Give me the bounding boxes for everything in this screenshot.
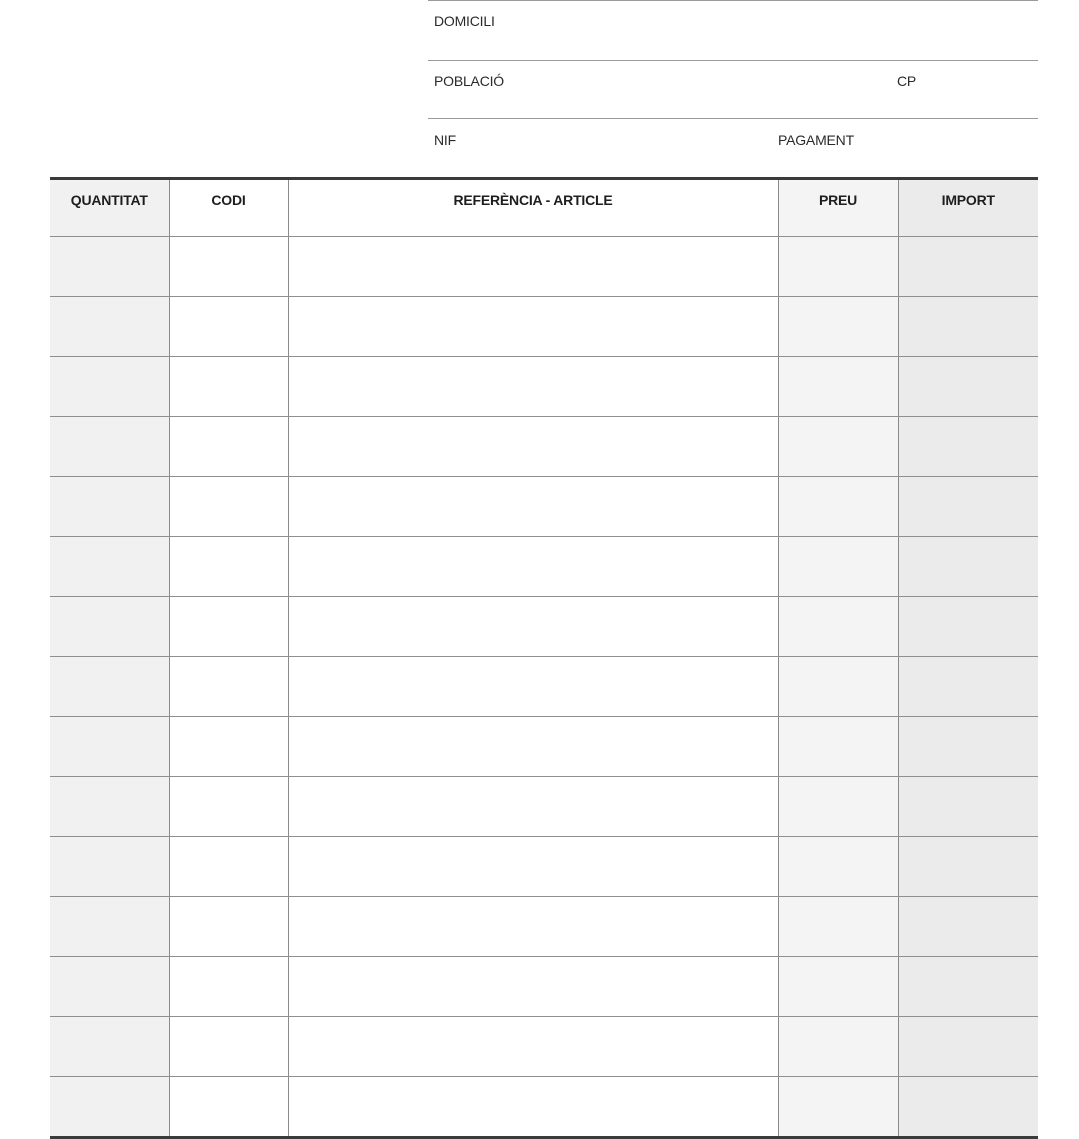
quantity-cell[interactable] xyxy=(50,297,169,357)
price-cell[interactable] xyxy=(778,1077,898,1138)
amount-cell[interactable] xyxy=(898,717,1038,777)
town-label: POBLACIÓ xyxy=(434,73,504,89)
price-cell[interactable] xyxy=(778,417,898,477)
quantity-cell[interactable] xyxy=(50,1077,169,1138)
table-row xyxy=(50,477,1038,537)
reference-cell[interactable] xyxy=(288,897,778,957)
reference-cell[interactable] xyxy=(288,837,778,897)
reference-cell[interactable] xyxy=(288,1017,778,1077)
table-row xyxy=(50,897,1038,957)
quantity-cell[interactable] xyxy=(50,597,169,657)
code-cell[interactable] xyxy=(169,897,288,957)
postcode-label: CP xyxy=(897,73,917,89)
reference-cell[interactable] xyxy=(288,537,778,597)
table-row xyxy=(50,717,1038,777)
quantity-cell[interactable] xyxy=(50,417,169,477)
price-cell[interactable] xyxy=(778,537,898,597)
quantity-cell[interactable] xyxy=(50,237,169,297)
price-cell[interactable] xyxy=(778,297,898,357)
price-cell[interactable] xyxy=(778,657,898,717)
price-cell[interactable] xyxy=(778,597,898,657)
code-cell[interactable] xyxy=(169,477,288,537)
price-cell[interactable] xyxy=(778,897,898,957)
address-field-line[interactable] xyxy=(428,60,1038,61)
table-header-row xyxy=(50,179,1038,237)
reference-cell[interactable] xyxy=(288,237,778,297)
amount-cell[interactable] xyxy=(898,537,1038,597)
reference-cell[interactable] xyxy=(288,717,778,777)
quantity-cell[interactable] xyxy=(50,897,169,957)
table-row xyxy=(50,237,1038,297)
price-cell[interactable] xyxy=(778,717,898,777)
amount-cell[interactable] xyxy=(898,417,1038,477)
code-cell[interactable] xyxy=(169,777,288,837)
quantity-cell[interactable] xyxy=(50,477,169,537)
reference-cell[interactable] xyxy=(288,1077,778,1138)
quantity-column-header: QUANTITAT xyxy=(50,179,169,237)
invoice-lines-table xyxy=(50,177,1038,1139)
reference-cell[interactable] xyxy=(288,777,778,837)
table-row xyxy=(50,357,1038,417)
reference-cell[interactable] xyxy=(288,297,778,357)
code-cell[interactable] xyxy=(169,657,288,717)
town-field-line[interactable] xyxy=(428,118,1038,119)
reference-cell[interactable] xyxy=(288,417,778,477)
code-cell[interactable] xyxy=(169,297,288,357)
amount-cell[interactable] xyxy=(898,1077,1038,1138)
code-cell[interactable] xyxy=(169,1017,288,1077)
reference-cell[interactable] xyxy=(288,357,778,417)
price-cell[interactable] xyxy=(778,777,898,837)
code-cell[interactable] xyxy=(169,837,288,897)
reference-cell[interactable] xyxy=(288,477,778,537)
table-row xyxy=(50,537,1038,597)
code-cell[interactable] xyxy=(169,357,288,417)
tax-id-label: NIF xyxy=(434,132,456,148)
table-row xyxy=(50,297,1038,357)
quantity-cell[interactable] xyxy=(50,957,169,1017)
code-column-header: CODI xyxy=(169,179,288,237)
code-cell[interactable] xyxy=(169,957,288,1017)
price-column-header: PREU xyxy=(778,179,898,237)
code-cell[interactable] xyxy=(169,717,288,777)
quantity-cell[interactable] xyxy=(50,357,169,417)
quantity-cell[interactable] xyxy=(50,537,169,597)
amount-cell[interactable] xyxy=(898,657,1038,717)
table-row xyxy=(50,657,1038,717)
reference-cell[interactable] xyxy=(288,657,778,717)
quantity-cell[interactable] xyxy=(50,837,169,897)
reference-cell[interactable] xyxy=(288,597,778,657)
table-row xyxy=(50,957,1038,1017)
amount-cell[interactable] xyxy=(898,777,1038,837)
price-cell[interactable] xyxy=(778,837,898,897)
price-cell[interactable] xyxy=(778,957,898,1017)
table-row xyxy=(50,1017,1038,1077)
amount-cell[interactable] xyxy=(898,1017,1038,1077)
amount-cell[interactable] xyxy=(898,897,1038,957)
table-row xyxy=(50,597,1038,657)
price-cell[interactable] xyxy=(778,477,898,537)
quantity-cell[interactable] xyxy=(50,717,169,777)
price-cell[interactable] xyxy=(778,357,898,417)
quantity-cell[interactable] xyxy=(50,777,169,837)
address-label: DOMICILI xyxy=(434,13,495,29)
price-cell[interactable] xyxy=(778,1017,898,1077)
quantity-cell[interactable] xyxy=(50,1017,169,1077)
reference-cell[interactable] xyxy=(288,957,778,1017)
code-cell[interactable] xyxy=(169,1077,288,1138)
amount-cell[interactable] xyxy=(898,297,1038,357)
top-rule xyxy=(428,0,1038,1)
code-cell[interactable] xyxy=(169,417,288,477)
amount-cell[interactable] xyxy=(898,357,1038,417)
reference-column-header: REFERÈNCIA - ARTICLE xyxy=(288,179,778,237)
table-row xyxy=(50,1077,1038,1138)
code-cell[interactable] xyxy=(169,597,288,657)
code-cell[interactable] xyxy=(169,237,288,297)
table-body xyxy=(50,237,1038,1138)
price-cell[interactable] xyxy=(778,237,898,297)
amount-column-header: IMPORT xyxy=(898,179,1038,237)
amount-cell[interactable] xyxy=(898,477,1038,537)
amount-cell[interactable] xyxy=(898,597,1038,657)
amount-cell[interactable] xyxy=(898,837,1038,897)
amount-cell[interactable] xyxy=(898,237,1038,297)
customer-details-section xyxy=(0,0,1079,175)
table-row xyxy=(50,777,1038,837)
table-row xyxy=(50,837,1038,897)
payment-label: PAGAMENT xyxy=(778,132,854,148)
amount-cell[interactable] xyxy=(898,957,1038,1017)
quantity-cell[interactable] xyxy=(50,657,169,717)
table-row xyxy=(50,417,1038,477)
code-cell[interactable] xyxy=(169,537,288,597)
